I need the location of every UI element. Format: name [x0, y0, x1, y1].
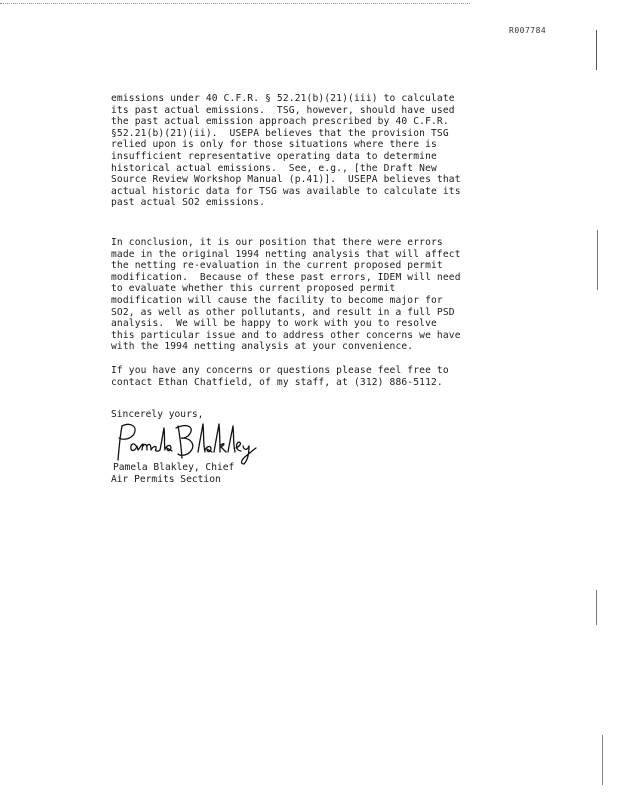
text-line: this particular issue and to address other concerns we have	[111, 329, 461, 341]
scan-edge-mark	[597, 230, 598, 290]
text-line: actual historic data for TSG was available to calculate its	[111, 185, 461, 197]
document-id-stamp: R007784	[509, 26, 547, 35]
text-line: past actual SO2 emissions.	[111, 197, 266, 209]
text-line: Source Review Workshop Manual (p.41)]. USEPA believes that	[111, 174, 461, 186]
text-line: insufficient representative operating data to determine	[111, 150, 437, 162]
paragraph-contact	[111, 365, 551, 388]
text-line: to evaluate whether this current proposed permit	[111, 283, 396, 295]
text-line: In conclusion, it is our position that there were errors	[111, 237, 443, 248]
signer-name: Pamela Blakley, Chief	[113, 462, 235, 473]
text-line: its past actual emissions. TSG, however, should have used	[111, 104, 455, 116]
scan-edge-mark	[596, 30, 597, 70]
handwritten-signature	[110, 418, 300, 466]
scan-edge-mark	[596, 590, 597, 625]
closing-salutation: Sincerely yours,	[111, 409, 204, 420]
text-line: contact Ethan Chatfield, of my staff, at (312) 886-5112.	[111, 376, 443, 388]
text-line: with the 1994 netting analysis at your convenience.	[111, 341, 414, 353]
text-line: made in the original 1994 netting analysis that will affect	[111, 248, 461, 260]
text-line: emissions under 40 C.F.R. § 52.21(b)(21)(iii) to calculate	[111, 93, 455, 104]
paragraph-emissions	[111, 93, 551, 209]
text-line: modification. Because of these past errors, IDEM will need	[111, 271, 461, 283]
text-line: analysis. We will be happy to work with you to resolve	[111, 318, 437, 330]
signer-title: Air Permits Section	[111, 474, 221, 485]
text-line: modification will cause the facility to become major for	[111, 294, 443, 306]
text-line: relied upon is only for those situations where there is	[111, 139, 437, 151]
text-line: the netting re-evaluation in the current proposed permit	[111, 260, 443, 272]
text-line: SO2, as well as other pollutants, and result in a full PSD	[111, 306, 455, 318]
paragraph-conclusion	[111, 237, 551, 353]
scan-edge-mark	[602, 735, 603, 785]
scan-top-rule	[0, 3, 470, 4]
text-line: the past actual emission approach prescribed by 40 C.F.R.	[111, 116, 449, 128]
signature-graphic	[110, 418, 300, 466]
text-line: If you have any concerns or questions please feel free to	[111, 365, 449, 376]
text-line: §52.21(b)(21)(ii). USEPA believes that the provision TSG	[111, 127, 449, 139]
text-line: historical actual emissions. See, e.g., [the Draft New	[111, 162, 437, 174]
